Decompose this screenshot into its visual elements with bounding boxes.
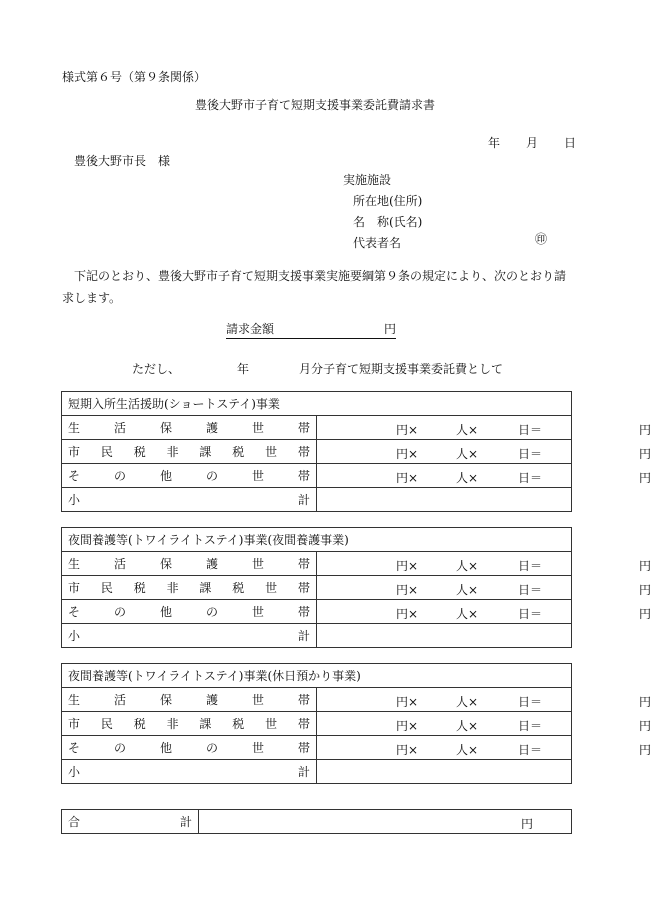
unit-yen-times: 円×	[396, 719, 419, 733]
table-row	[62, 736, 572, 760]
unit-person-times: 人×	[456, 695, 479, 709]
unit-yen: 円	[639, 447, 651, 461]
unit-yen: 円	[639, 471, 651, 485]
calc-cell	[317, 552, 651, 576]
unit-days-equals: 日＝	[518, 447, 543, 461]
calc-cell	[317, 416, 651, 440]
row-label: 生活保護世帯	[62, 416, 317, 440]
unit-yen-times: 円×	[396, 743, 419, 757]
table-row	[62, 488, 572, 512]
total-table	[61, 809, 572, 834]
unit-yen-times: 円×	[396, 447, 419, 461]
facility-heading: 実施施設	[343, 173, 392, 187]
date-day: 日	[564, 136, 577, 150]
calc-cell	[317, 712, 651, 736]
calc-cell	[317, 736, 651, 760]
proviso-line	[132, 360, 503, 377]
total-label: 合計	[62, 810, 199, 834]
unit-yen: 円	[639, 423, 651, 437]
calc-cell	[317, 464, 651, 488]
row-label: その他の世帯	[62, 464, 317, 488]
unit-yen: 円	[639, 583, 651, 597]
unit-person-times: 人×	[456, 607, 479, 621]
subtotal-cell	[317, 760, 572, 784]
unit-yen-times: 円×	[396, 695, 419, 709]
subtotal-label: 小計	[62, 760, 317, 784]
unit-person-times: 人×	[456, 719, 479, 733]
proviso-suffix: 月分子育て短期支援事業委託費として	[299, 362, 504, 376]
facility-representative-label: 代表者名	[353, 236, 402, 250]
request-statement: 下記のとおり、豊後大野市子育て短期支援事業実施要綱第９条の規定により、次のとおり請求します。	[62, 269, 567, 305]
table-row	[62, 440, 572, 464]
unit-days-equals: 日＝	[518, 471, 543, 485]
unit-yen-times: 円×	[396, 423, 419, 437]
total-cell	[199, 810, 572, 834]
unit-yen-times: 円×	[396, 583, 419, 597]
section-title: 夜間養護等(トワイライトステイ)事業(休日預かり事業)	[62, 664, 572, 688]
subtotal-cell	[317, 488, 572, 512]
unit-yen: 円	[639, 607, 651, 621]
table-row	[62, 464, 572, 488]
facility-address-label: 所在地(住所)	[353, 194, 423, 208]
row-label: 生活保護世帯	[62, 552, 317, 576]
unit-yen: 円	[639, 719, 651, 733]
request-amount-line	[226, 320, 396, 339]
unit-days-equals: 日＝	[518, 423, 543, 437]
unit-person-times: 人×	[456, 471, 479, 485]
amount-label: 請求金額	[226, 322, 275, 336]
unit-days-equals: 日＝	[518, 607, 543, 621]
unit-yen: 円	[639, 559, 651, 573]
calc-cell	[317, 576, 651, 600]
unit-person-times: 人×	[456, 743, 479, 757]
facility-block	[343, 170, 422, 254]
seal-mark: ㊞	[535, 232, 548, 246]
date-line	[488, 134, 576, 151]
subtotal-label: 小計	[62, 488, 317, 512]
section-title: 短期入所生活援助(ショートステイ)事業	[62, 392, 572, 416]
table-row	[62, 760, 572, 784]
row-label: 市民税非課税世帯	[62, 440, 317, 464]
total-row	[62, 810, 572, 834]
table-row	[62, 712, 572, 736]
section-table	[61, 391, 651, 512]
proviso-prefix: ただし、	[132, 362, 181, 376]
proviso-year: 年	[237, 362, 250, 376]
unit-yen: 円	[521, 817, 534, 831]
unit-yen: 円	[639, 695, 651, 709]
document-title: 豊後大野市子育て短期支援事業委託費請求書	[194, 98, 435, 112]
table-row	[62, 552, 572, 576]
table-row	[62, 576, 572, 600]
amount-unit: 円	[384, 322, 397, 336]
calc-cell	[317, 440, 651, 464]
unit-yen-times: 円×	[396, 471, 419, 485]
date-month: 月	[526, 136, 539, 150]
date-year: 年	[488, 136, 501, 150]
section-title: 夜間養護等(トワイライトステイ)事業(夜間養護事業)	[62, 528, 572, 552]
subtotal-cell	[317, 624, 572, 648]
unit-days-equals: 日＝	[518, 719, 543, 733]
unit-yen-times: 円×	[396, 607, 419, 621]
table-row	[62, 600, 572, 624]
row-label: 市民税非課税世帯	[62, 576, 317, 600]
calc-cell	[317, 600, 651, 624]
unit-days-equals: 日＝	[518, 583, 543, 597]
row-label: その他の世帯	[62, 736, 317, 760]
unit-days-equals: 日＝	[518, 743, 543, 757]
unit-yen-times: 円×	[396, 559, 419, 573]
unit-person-times: 人×	[456, 559, 479, 573]
addressee: 豊後大野市長 様	[74, 154, 171, 168]
section-table	[61, 527, 651, 648]
row-label: 市民税非課税世帯	[62, 712, 317, 736]
subtotal-label: 小計	[62, 624, 317, 648]
table-row	[62, 624, 572, 648]
calc-cell	[317, 688, 651, 712]
facility-name-label: 名 称(氏名)	[353, 215, 423, 229]
unit-days-equals: 日＝	[518, 559, 543, 573]
row-label: 生活保護世帯	[62, 688, 317, 712]
section-table	[61, 663, 651, 784]
row-label: その他の世帯	[62, 600, 317, 624]
unit-days-equals: 日＝	[518, 695, 543, 709]
table-row	[62, 688, 572, 712]
table-row	[62, 416, 572, 440]
unit-person-times: 人×	[456, 447, 479, 461]
unit-person-times: 人×	[456, 423, 479, 437]
form-number: 様式第６号（第９条関係）	[62, 70, 207, 84]
unit-person-times: 人×	[456, 583, 479, 597]
unit-yen: 円	[639, 743, 651, 757]
